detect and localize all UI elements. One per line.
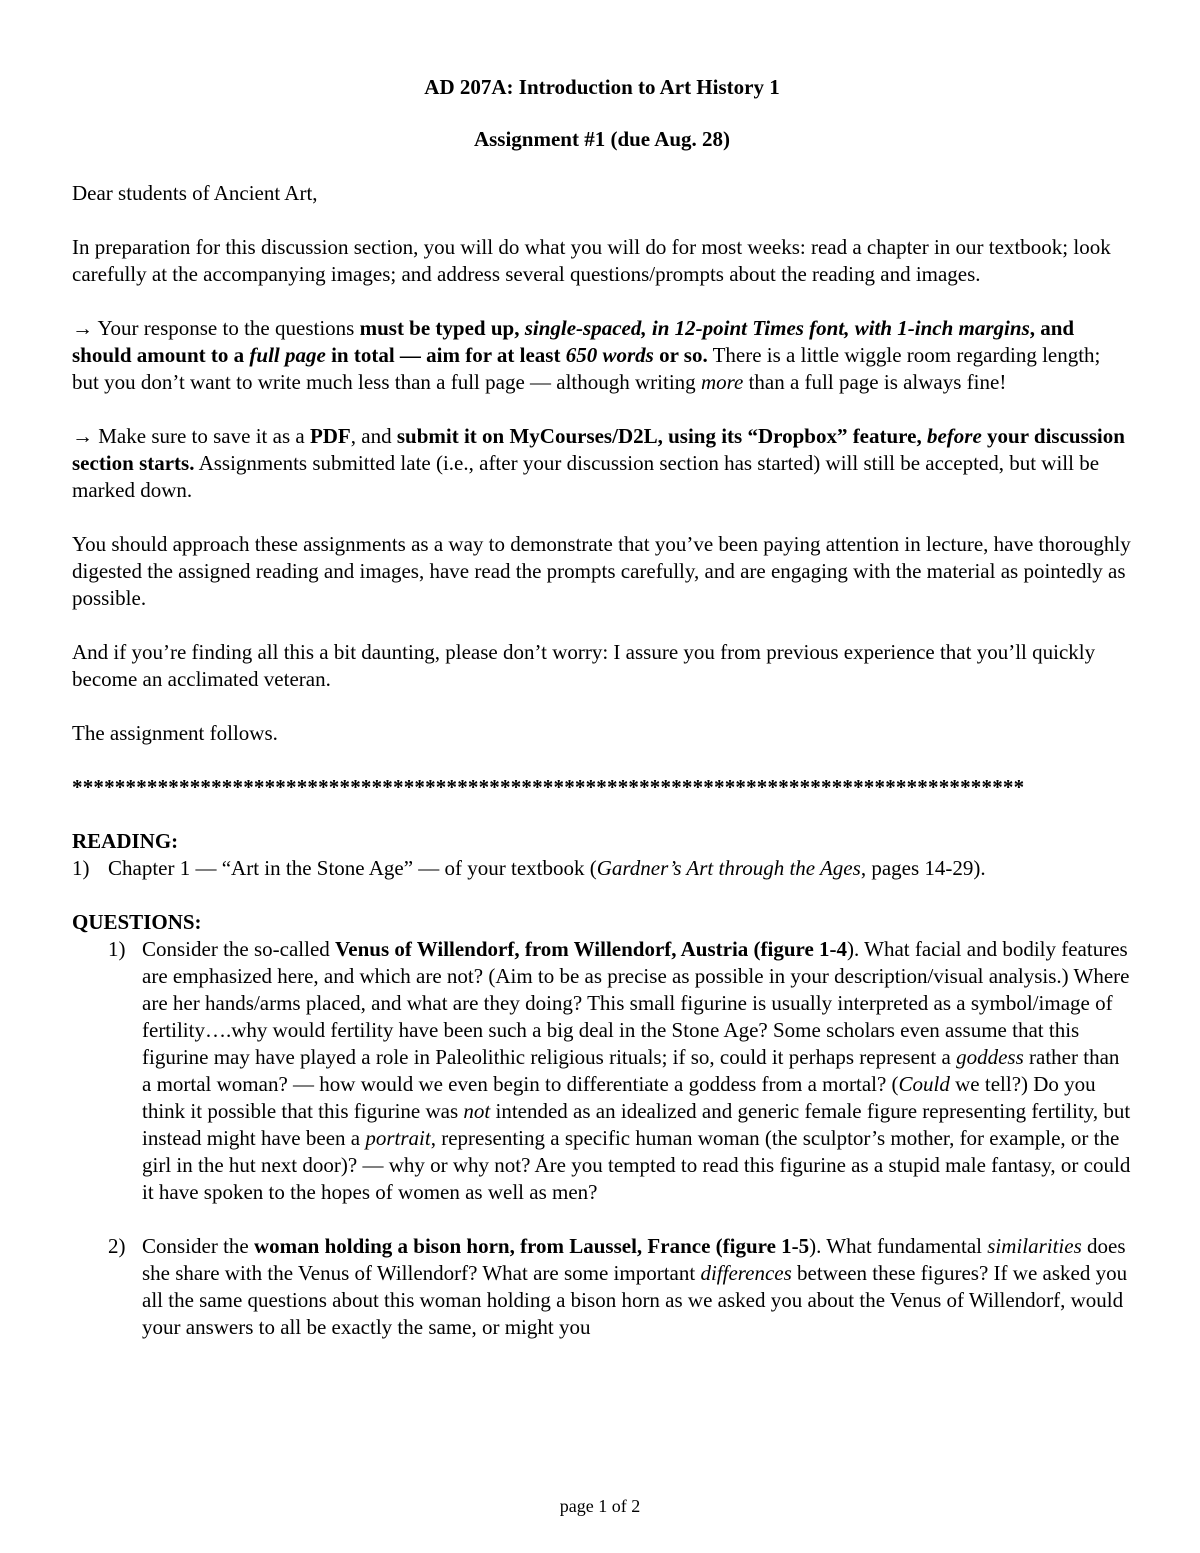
course-title: AD 207A: Introduction to Art History 1 xyxy=(424,75,780,99)
assignment-title: Assignment #1 (due Aug. 28) xyxy=(473,127,731,151)
reading-list xyxy=(72,855,1132,882)
arrow-icon: → xyxy=(72,316,93,340)
questions-heading: QUESTIONS: xyxy=(72,910,202,934)
list-item: 1) Chapter 1 — “Art in the Stone Age” — of your textbook (Gardner’s Art through the Ages, pages 14-29). xyxy=(72,856,986,880)
intro-paragraph-4: You should approach these assignments as a way to demonstrate that you’ve been paying attention in lecture, have thoroughly digested the assigned reading and images, have read the prompts carefully, and are engaging with the material as pointedly as possible. xyxy=(72,532,1131,610)
separator: ***************************************************************************************** xyxy=(72,775,1025,799)
reading-heading: READING: xyxy=(72,829,179,853)
intro-paragraph-3: → Make sure to save it as a PDF, and submit it on MyCourses/D2L, using its “Dropbox” feature, before your discussion section starts. Assignments submitted late (i.e., after your discussion section has started) will still be accepted, but will be marked down. xyxy=(72,424,1125,502)
questions-list xyxy=(72,936,1132,1341)
page-number: page 1 of 2 xyxy=(559,1496,641,1516)
arrow-icon: → xyxy=(72,424,93,448)
document-page xyxy=(72,60,1132,1341)
intro-paragraph-5: And if you’re finding all this a bit daunting, please don’t worry: I assure you from previous experience that you’ll quickly become an acclimated veteran. xyxy=(72,640,1096,691)
intro-paragraph-2: → Your response to the questions must be typed up, single-spaced, in 12-point Times font, with 1-inch margins, and should amount to a full page in total — aim for at least 650 words or so. There is a little wiggle room regarding length; but you don’t want to write much less than a full page — although writing more than a full page is always fine! xyxy=(72,316,1101,394)
intro-paragraph-1: In preparation for this discussion section, you will do what you will do for most weeks: read a chapter in our textbook; look carefully at the accompanying images; and address several questions/prompts about the reading and images. xyxy=(72,235,1111,286)
intro-paragraph-6: The assignment follows. xyxy=(72,721,278,745)
list-item: 1) Consider the so-called Venus of Willendorf, from Willendorf, Austria (figure 1-4). What facial and bodily features are emphasized here, and which are not? (Aim to be as precise as possible in your description/visual analysis.) Where are her hands/arms placed, and what are they doing? This small figurine is usually interpreted as a symbol/image of fertility….why would fertility have been such a big deal in the Stone Age? Some scholars even assume that this figurine may have played a role in Paleolithic religious rituals; if so, could it perhaps represent a goddess rather than a mortal woman? — how would we even begin to differentiate a goddess from a mortal? (Could we tell?) Do you think it possible that this figurine was not intended as an idealized and generic female figure representing fertility, but instead might have been a portrait, representing a specific human woman (the sculptor’s mother, for example, or the girl in the hut next door)? — why or why not? Are you tempted to read this figurine as a stupid male fantasy, or could it have spoken to the hopes of women as well as men? xyxy=(108,937,1131,1204)
salutation: Dear students of Ancient Art, xyxy=(72,181,318,205)
list-item: 2) Consider the woman holding a bison horn, from Laussel, France (figure 1-5). What fundamental similarities does she share with the Venus of Willendorf? What are some important differences between these figures? If we asked you all the same questions about this woman holding a bison horn as we asked you about the Venus of Willendorf, would your answers to all be exactly the same, or might you xyxy=(108,1234,1128,1339)
